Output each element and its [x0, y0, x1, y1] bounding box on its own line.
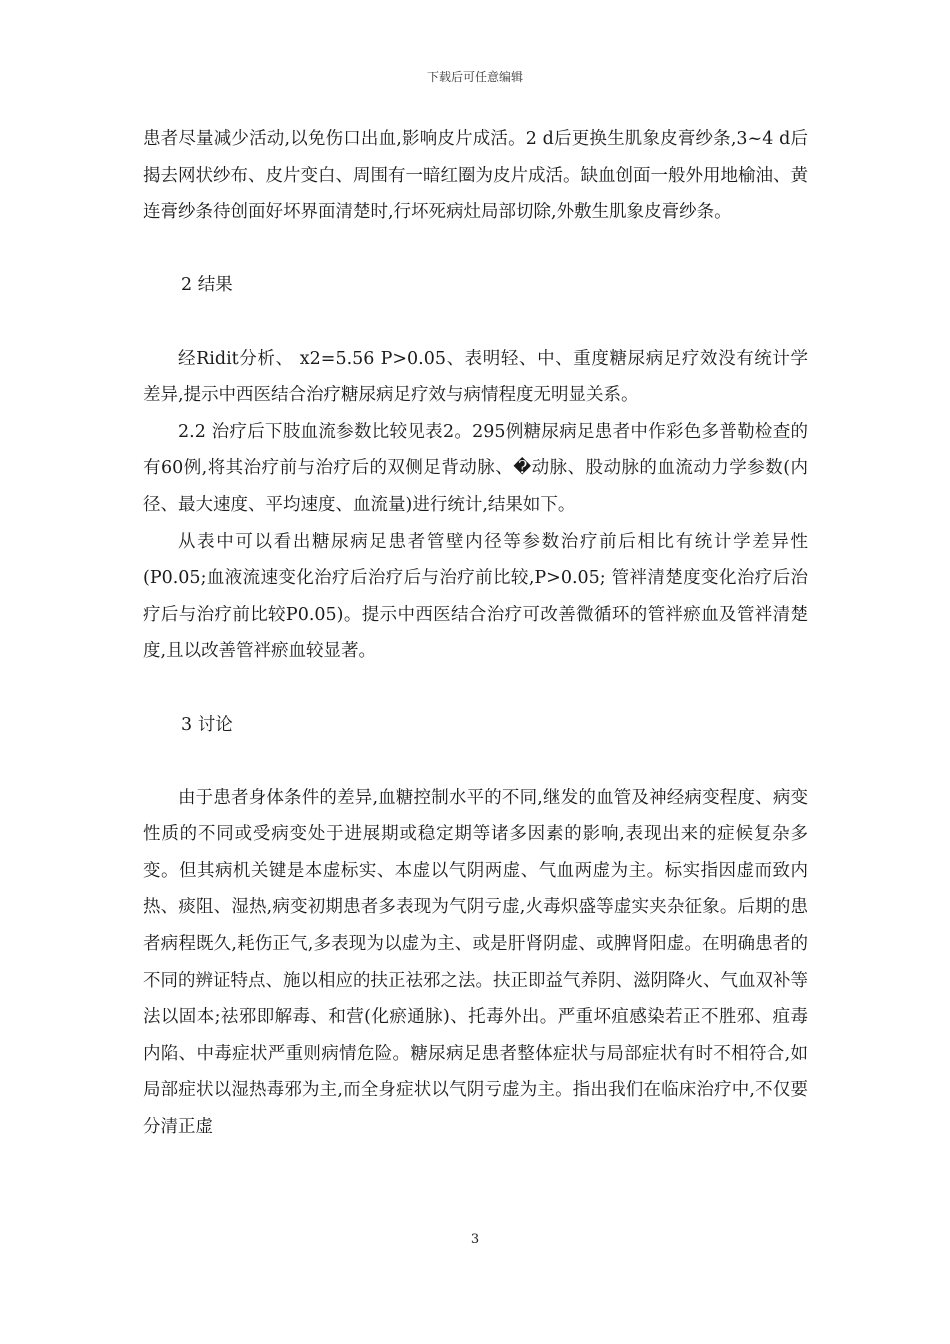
section-heading-discussion: 3 讨论 [181, 714, 233, 735]
spacer [143, 231, 808, 268]
paragraph-ridit-analysis: 经Ridit分析、 x2=5.56 P>0.05、表明轻、中、重度糖尿病足疗效没有统计学差异,提示中西医结合治疗糖尿病足疗效与病情程度无明显关系。 [143, 348, 808, 406]
spacer [143, 743, 808, 780]
document-body [143, 121, 808, 1146]
page-header: 下载后可任意编辑 [426, 70, 523, 84]
paragraph-continuation: 患者尽量减少活动,以免伤口出血,影响皮片成活。2 d后更换生肌象皮膏纱条,3~4 d后揭去网状纱布、皮片变白、周围有一暗红圈为皮片成活。缺血创面一般外用地榆油、黄连膏纱条待创面好坏界面清楚时,行坏死病灶局部切除,外敷生肌象皮膏纱条。 [143, 129, 808, 223]
spacer [143, 304, 808, 341]
section-heading-results: 2 结果 [181, 275, 233, 296]
spacer [143, 670, 808, 707]
paragraph-blood-flow-params: 2.2 治疗后下肢血流参数比较见表2。295例糖尿病足患者中作彩色多普勒检查的有60例,将其治疗前与治疗后的双侧足背动脉、�动脉、股动脉的血流动力学参数(内径、最大速度、平均速度、血流量)进行统计,结果如下。 [143, 421, 808, 515]
paragraph-discussion: 由于患者身体条件的差异,血糖控制水平的不同,继发的血管及神经病变程度、病变性质的不同或受病变处于进展期或稳定期等诸多因素的影响,表现出来的症候复杂多变。但其病机关键是本虚标实、本虚以气阴两虚、气血两虚为主。标实指因虚而致内热、痰阻、湿热,病变初期患者多表现为气阴亏虚,火毒炽盛等虚实夹杂征象。后期的患者病程既久,耗伤正气,多表现为以虚为主、或是肝肾阴虚、或脾肾阳虚。在明确患者的不同的辨证特点、施以相应的扶正祛邪之法。扶正即益气养阴、滋阴降火、气血双补等法以固本;祛邪即解毒、和营(化瘀通脉)、托毒外出。严重坏疽感染若正不胜邪、疽毒内陷、中毒症状严重则病情危险。糖尿病足患者整体症状与局部症状有时不相符合,如局部症状以湿热毒邪为主,而全身症状以气阴亏虚为主。指出我们在临床治疗中,不仅要分清正虚 [143, 787, 808, 1138]
paragraph-table-findings: 从表中可以看出糖尿病足患者管壁内径等参数治疗前后相比有统计学差异性(P0.05;血液流速变化治疗后治疗后与治疗前比较,P>0.05; 管袢清楚度变化治疗后治疗后与治疗前比较P0.05)。提示中西医结合治疗可改善微循环的管袢瘀血及管袢清楚度,且以改善管袢瘀血较显著。 [143, 531, 808, 662]
page-number: 3 [470, 1232, 480, 1247]
